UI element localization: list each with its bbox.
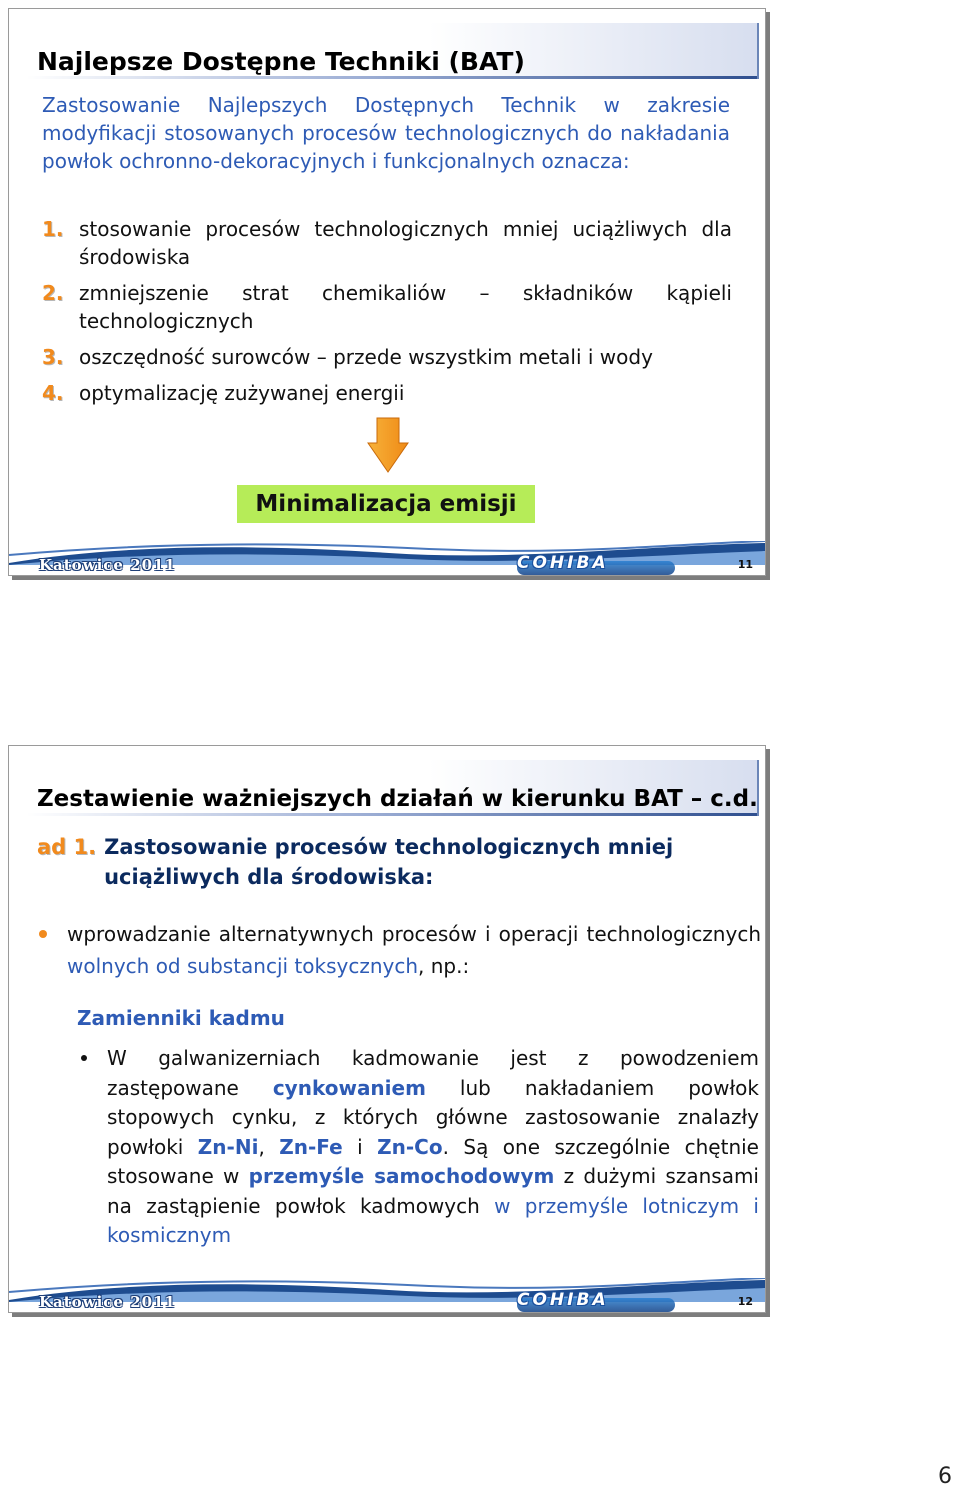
section-heading-text: Zastosowanie procesów technologicznych mniej uciążliwych dla środowiska: [104, 835, 674, 889]
bullet-dot-icon [39, 930, 47, 938]
sub-bullet-text: , [258, 1134, 280, 1159]
sub-bullet-text: lub nakładaniem powłok stopowych cynku, z których główne zastosowanie znalazły powłoki [107, 1075, 760, 1159]
list-item-text: optymalizację zużywanej energii [79, 381, 405, 405]
section-prefix: ad 1. [37, 835, 97, 859]
section-heading [37, 832, 737, 892]
list-number: 4. [42, 381, 64, 405]
list-number: 1. [42, 217, 64, 241]
slide-11 [8, 8, 766, 576]
keyword: Zn-Fe [279, 1134, 343, 1159]
bullet-text-highlight: wolnych od substancji toksycznych [67, 954, 419, 978]
slide-title: Zestawienie ważniejszych działań w kierunku BAT – c.d. [37, 786, 758, 812]
bullet-text: wprowadzanie alternatywnych procesów i operacji technologicznych [67, 922, 761, 946]
keyword: w przemyśle lotniczym i kosmicznym [107, 1193, 759, 1247]
list-item-text: stosowanie procesów technologicznych mniej uciążliwych dla środowiska [79, 217, 732, 269]
slide-footer [9, 1278, 765, 1312]
list-item [42, 279, 732, 335]
list-item [42, 379, 732, 407]
slide-number: 11 [737, 558, 753, 571]
cohiba-logo: COHIBA [517, 1290, 609, 1310]
result-text: Minimalizacja emisji [255, 491, 517, 517]
bullet-text: , np.: [418, 954, 470, 978]
keyword: Zn-Co [377, 1134, 443, 1159]
slide-footer [9, 541, 765, 575]
slide-title: Najlepsze Dostępne Techniki (BAT) [37, 47, 525, 76]
list-item [42, 343, 732, 371]
keyword: cynkowaniem [272, 1075, 426, 1100]
slide-number: 12 [737, 1295, 753, 1308]
list-item [42, 215, 732, 271]
list-item-text: zmniejszenie strat chemikaliów – składników kąpieli technologicznych [79, 281, 732, 333]
down-arrow-icon [367, 417, 409, 473]
bullet-item [39, 918, 761, 982]
page-number: 6 [938, 1464, 952, 1489]
slide-12 [8, 745, 766, 1313]
sub-bullet-text: . Są one szczególnie chętnie stosowane w [107, 1134, 759, 1188]
keyword: przemyśle samochodowym [248, 1164, 555, 1188]
list-number: 3. [42, 345, 64, 369]
cohiba-logo: COHIBA [517, 553, 609, 573]
sub-bullet-text: i [342, 1134, 378, 1159]
list-item-text: oszczędność surowców – przede wszystkim metali i wody [79, 345, 653, 369]
result-highlight [237, 485, 535, 523]
subheading: Zamienniki kadmu [77, 1006, 285, 1030]
intro-paragraph: Zastosowanie Najlepszych Dostępnych Technik w zakresie modyfikacji stosowanych procesów technologicznych do nakładania powłok ochronno-dekoracyjnych i funkcjonalnych oznacza: [42, 93, 730, 173]
sub-bullet-text: W galwanizerniach kadmowanie jest z powodzeniem zastępowane [107, 1046, 759, 1100]
keyword: Zn-Ni [197, 1134, 259, 1159]
sub-bullet-text: z dużymi szansami na zastąpienie powłok kadmowych [107, 1164, 759, 1218]
footer-location: Katowice 2011 [39, 1293, 176, 1311]
slide-title-bar [27, 23, 759, 79]
list-number: 2. [42, 281, 64, 305]
slide-title-bar [27, 760, 759, 816]
sub-bullet-item [77, 1044, 759, 1251]
footer-location: Katowice 2011 [39, 556, 176, 574]
numbered-list [42, 215, 732, 407]
bullet-dot-icon [81, 1055, 87, 1061]
